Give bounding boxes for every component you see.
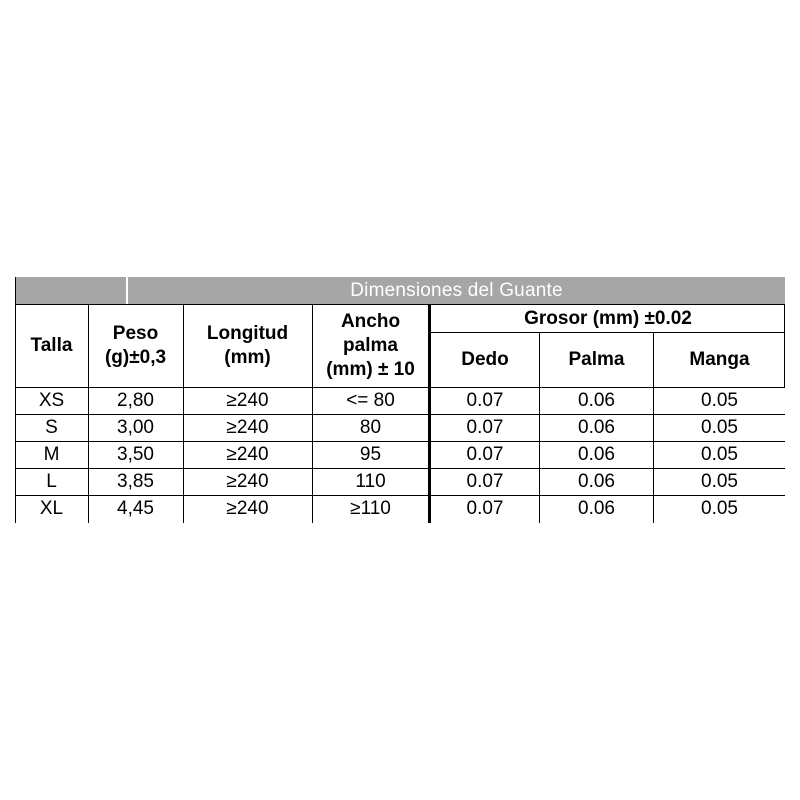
grid-line (183, 305, 184, 523)
cell-dedo: 0.07 (466, 498, 504, 519)
header-ancho-palma (312, 305, 429, 387)
header-longitud-line-2: (mm) (224, 347, 271, 368)
grid-line (15, 387, 785, 388)
cell-dedo: 0.07 (466, 390, 504, 411)
cell-ancho: <= 80 (346, 390, 395, 411)
cell-manga: 0.05 (701, 444, 738, 465)
cell-talla: XS (38, 390, 65, 411)
header-peso-line-1: Peso (112, 323, 159, 344)
cell-longitud: ≥240 (226, 417, 269, 438)
cell-talla: M (43, 444, 60, 465)
cell-peso: 3,85 (117, 471, 154, 492)
header-ancho-line-2: palma (343, 335, 398, 356)
cell-palma: 0.06 (578, 417, 615, 438)
cell-longitud: ≥240 (226, 498, 269, 519)
grid-line (15, 468, 785, 469)
header-ancho-line-1: Ancho (340, 311, 401, 332)
cell-peso: 3,00 (117, 417, 154, 438)
cell-longitud: ≥240 (226, 390, 269, 411)
header-longitud (183, 305, 312, 387)
header-palma: Palma (568, 349, 625, 370)
cell-dedo: 0.07 (466, 444, 504, 465)
header-ancho-line-3: (mm) ± 10 (326, 359, 415, 380)
grid-line (15, 277, 16, 523)
cell-longitud: ≥240 (226, 444, 269, 465)
cell-ancho: 80 (359, 417, 382, 438)
cell-manga: 0.05 (701, 417, 738, 438)
grid-line (539, 333, 540, 523)
cell-talla: S (45, 417, 58, 438)
cell-peso: 3,50 (117, 444, 154, 465)
cell-palma: 0.06 (578, 498, 615, 519)
cell-longitud: ≥240 (226, 471, 269, 492)
cell-peso: 2,80 (117, 390, 154, 411)
glove-dimensions-table (15, 277, 785, 523)
cell-manga: 0.05 (701, 390, 738, 411)
grid-line (15, 495, 785, 496)
cell-palma: 0.06 (578, 390, 615, 411)
grid-line (431, 332, 785, 333)
cell-palma: 0.06 (578, 471, 615, 492)
grid-line (653, 333, 654, 523)
cell-dedo: 0.07 (466, 417, 504, 438)
header-dedo: Dedo (461, 349, 509, 370)
grid-line (15, 414, 785, 415)
cell-talla: XL (39, 498, 64, 519)
cell-dedo: 0.07 (466, 471, 504, 492)
header-grosor: Grosor (mm) ±0.02 (524, 307, 692, 329)
header-talla: Talla (30, 335, 73, 356)
header-peso-line-2: (g)±0,3 (104, 347, 167, 368)
header-manga: Manga (689, 349, 750, 370)
cell-peso: 4,45 (117, 498, 154, 519)
grid-line (15, 304, 785, 305)
cell-ancho: 110 (355, 471, 386, 492)
header-peso (88, 305, 183, 387)
title-bar-left (15, 277, 126, 304)
cell-ancho: ≥110 (350, 498, 391, 519)
grid-line (88, 305, 89, 523)
cell-talla: L (46, 471, 57, 492)
cell-ancho: 95 (359, 444, 382, 465)
grid-line (784, 305, 785, 387)
table-title: Dimensiones del Guante (128, 277, 785, 304)
cell-manga: 0.05 (701, 471, 738, 492)
grid-line (312, 305, 313, 523)
grid-line-thick (428, 305, 431, 523)
cell-manga: 0.05 (701, 498, 738, 519)
cell-palma: 0.06 (578, 444, 615, 465)
header-longitud-line-1: Longitud (206, 323, 289, 344)
grid-line (15, 441, 785, 442)
